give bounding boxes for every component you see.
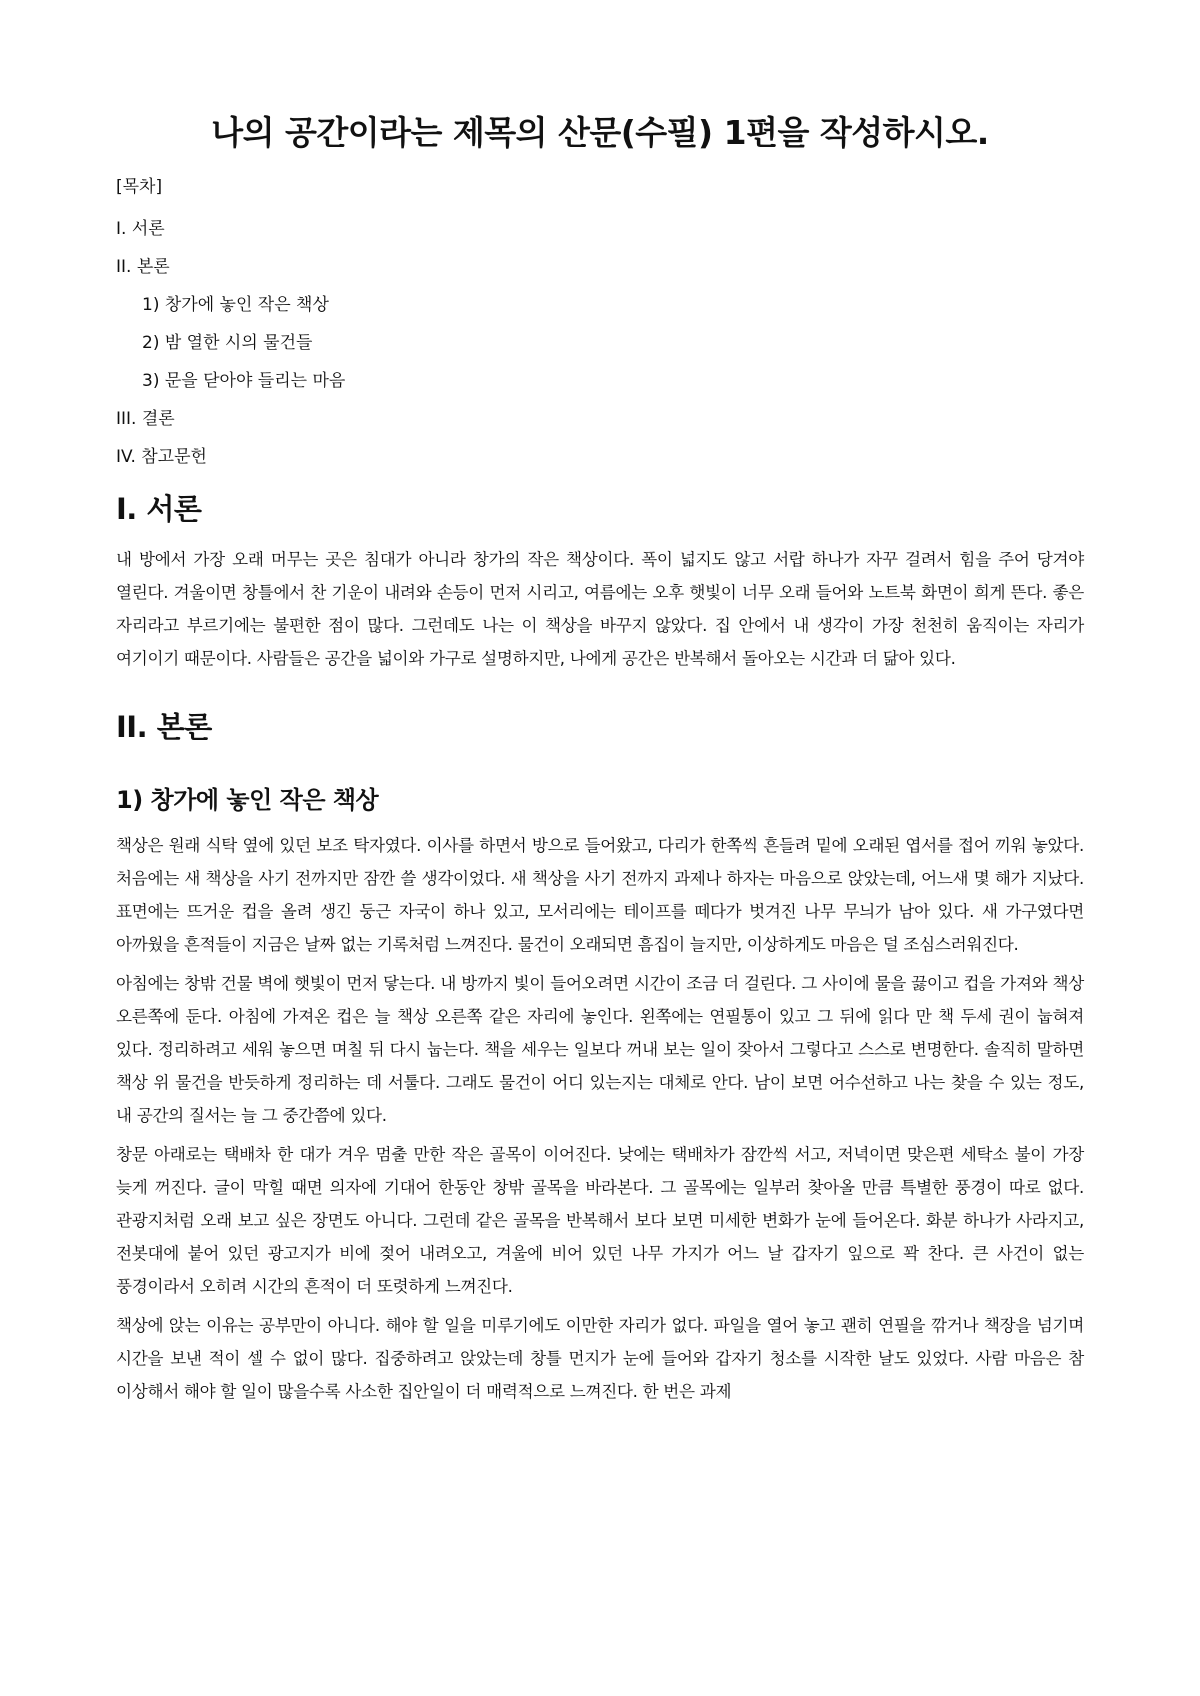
section-main-body [116, 707, 1084, 1408]
table-of-contents [116, 177, 1084, 467]
subsection-heading: 1) 창가에 놓인 작은 책상 [116, 785, 379, 814]
toc-subitem: 3) 문을 닫아야 들리는 마음 [142, 370, 346, 391]
toc-item: III. 결론 [116, 408, 175, 429]
body-paragraph: 내 방에서 가장 오래 머무는 곳은 침대가 아니라 창가의 작은 책상이다. 폭이 넓지도 않고 서랍 하나가 자꾸 걸려서 힘을 주어 당겨야 열린다. 겨울이면 창틀에서 찬 기운이 내려와 손등이 먼저 시리고, 여름에는 오후 햇빛이 너무 오래 들어와 노트북 화면이 희게 뜬다. 좋은 자리라고 부르기에는 불편한 점이 많다. 그런데도 나는 이 책상을 바꾸지 않았다. 집 안에서 내 생각이 가장 천천히 움직이는 자리가 여기이기 때문이다. 사람들은 공간을 넓이와 가구로 설명하지만, 나에게 공간은 반복해서 돌아오는 시간과 더 닮아 있다. [116, 549, 1084, 668]
toc-item: IV. 참고문헌 [116, 446, 207, 467]
subsection-desk-by-window [116, 783, 1084, 1408]
body-paragraph: 창문 아래로는 택배차 한 대가 겨우 멈출 만한 작은 골목이 이어진다. 낮에는 택배차가 잠깐씩 서고, 저녁이면 맞은편 세탁소 불이 가장 늦게 꺼진다. 글이 막힐 때면 의자에 기대어 한동안 창밖 골목을 바라본다. 그 골목에는 일부러 찾아올 만큼 특별한 풍경이 따로 없다. 관광지처럼 오래 보고 싶은 장면도 아니다. 그런데 같은 골목을 반복해서 보다 보면 미세한 변화가 눈에 들어온다. 화분 하나가 사라지고, 전봇대에 붙어 있던 광고지가 비에 젖어 내려오고, 겨울에 비어 있던 나무 가지가 어느 날 갑자기 잎으로 꽉 찬다. 큰 사건이 없는 풍경이라서 오히려 시간의 흔적이 더 또렷하게 느껴진다. [116, 1144, 1084, 1296]
section-heading: I. 서론 [116, 491, 202, 526]
section-introduction [116, 489, 1084, 675]
toc-label: [목차] [116, 176, 163, 197]
section-heading: II. 본론 [116, 709, 212, 744]
toc-subitem: 2) 밤 열한 시의 물건들 [142, 332, 313, 353]
toc-item: II. 본론 [116, 256, 170, 277]
body-paragraph: 책상은 원래 식탁 옆에 있던 보조 탁자였다. 이사를 하면서 방으로 들어왔고, 다리가 한쪽씩 흔들려 밑에 오래된 엽서를 접어 끼워 놓았다. 처음에는 새 책상을 사기 전까지만 잠깐 쓸 생각이었다. 새 책상을 사기 전까지 과제나 하자는 마음으로 앉았는데, 어느새 몇 해가 지났다. 표면에는 뜨거운 컵을 올려 생긴 둥근 자국이 하나 있고, 모서리에는 테이프를 떼다가 벗겨진 나무 무늬가 남아 있다. 새 가구였다면 아까웠을 흔적들이 지금은 날짜 없는 기록처럼 느껴진다. 물건이 오래되면 흠집이 늘지만, 이상하게도 마음은 덜 조심스러워진다. [116, 835, 1084, 954]
document-title: 나의 공간이라는 제목의 산문(수필) 1편을 작성하시오. [211, 113, 989, 152]
body-paragraph: 아침에는 창밖 건물 벽에 햇빛이 먼저 닿는다. 내 방까지 빛이 들어오려면 시간이 조금 더 걸린다. 그 사이에 물을 끓이고 컵을 가져와 책상 오른쪽에 둔다. 아침에 가져온 컵은 늘 책상 오른쪽 같은 자리에 놓인다. 왼쪽에는 연필통이 있고 그 뒤에 읽다 만 책 두세 권이 눕혀져 있다. 정리하려고 세워 놓으면 며칠 뒤 다시 눕는다. 책을 세우는 일보다 꺼내 보는 일이 잦아서 그렇다고 스스로 변명한다. 솔직히 말하면 책상 위 물건을 반듯하게 정리하는 데 서툴다. 그래도 물건이 어디 있는지는 대체로 안다. 남이 보면 어수선하고 나는 찾을 수 있는 정도, 내 공간의 질서는 늘 그 중간쯤에 있다. [116, 973, 1084, 1125]
toc-list [116, 219, 1084, 467]
toc-subitem: 1) 창가에 놓인 작은 책상 [142, 294, 329, 315]
toc-item: I. 서론 [116, 218, 165, 239]
body-paragraph: 책상에 앉는 이유는 공부만이 아니다. 해야 할 일을 미루기에도 이만한 자리가 없다. 파일을 열어 놓고 괜히 연필을 깎거나 책장을 넘기며 시간을 보낸 적이 셀 수 없이 많다. 집중하려고 앉았는데 창틀 먼지가 눈에 들어와 갑자기 청소를 시작한 날도 있었다. 사람 마음은 참 이상해서 해야 할 일이 많을수록 사소한 집안일이 더 매력적으로 느껴진다. 한 번은 과제 [116, 1315, 1084, 1401]
